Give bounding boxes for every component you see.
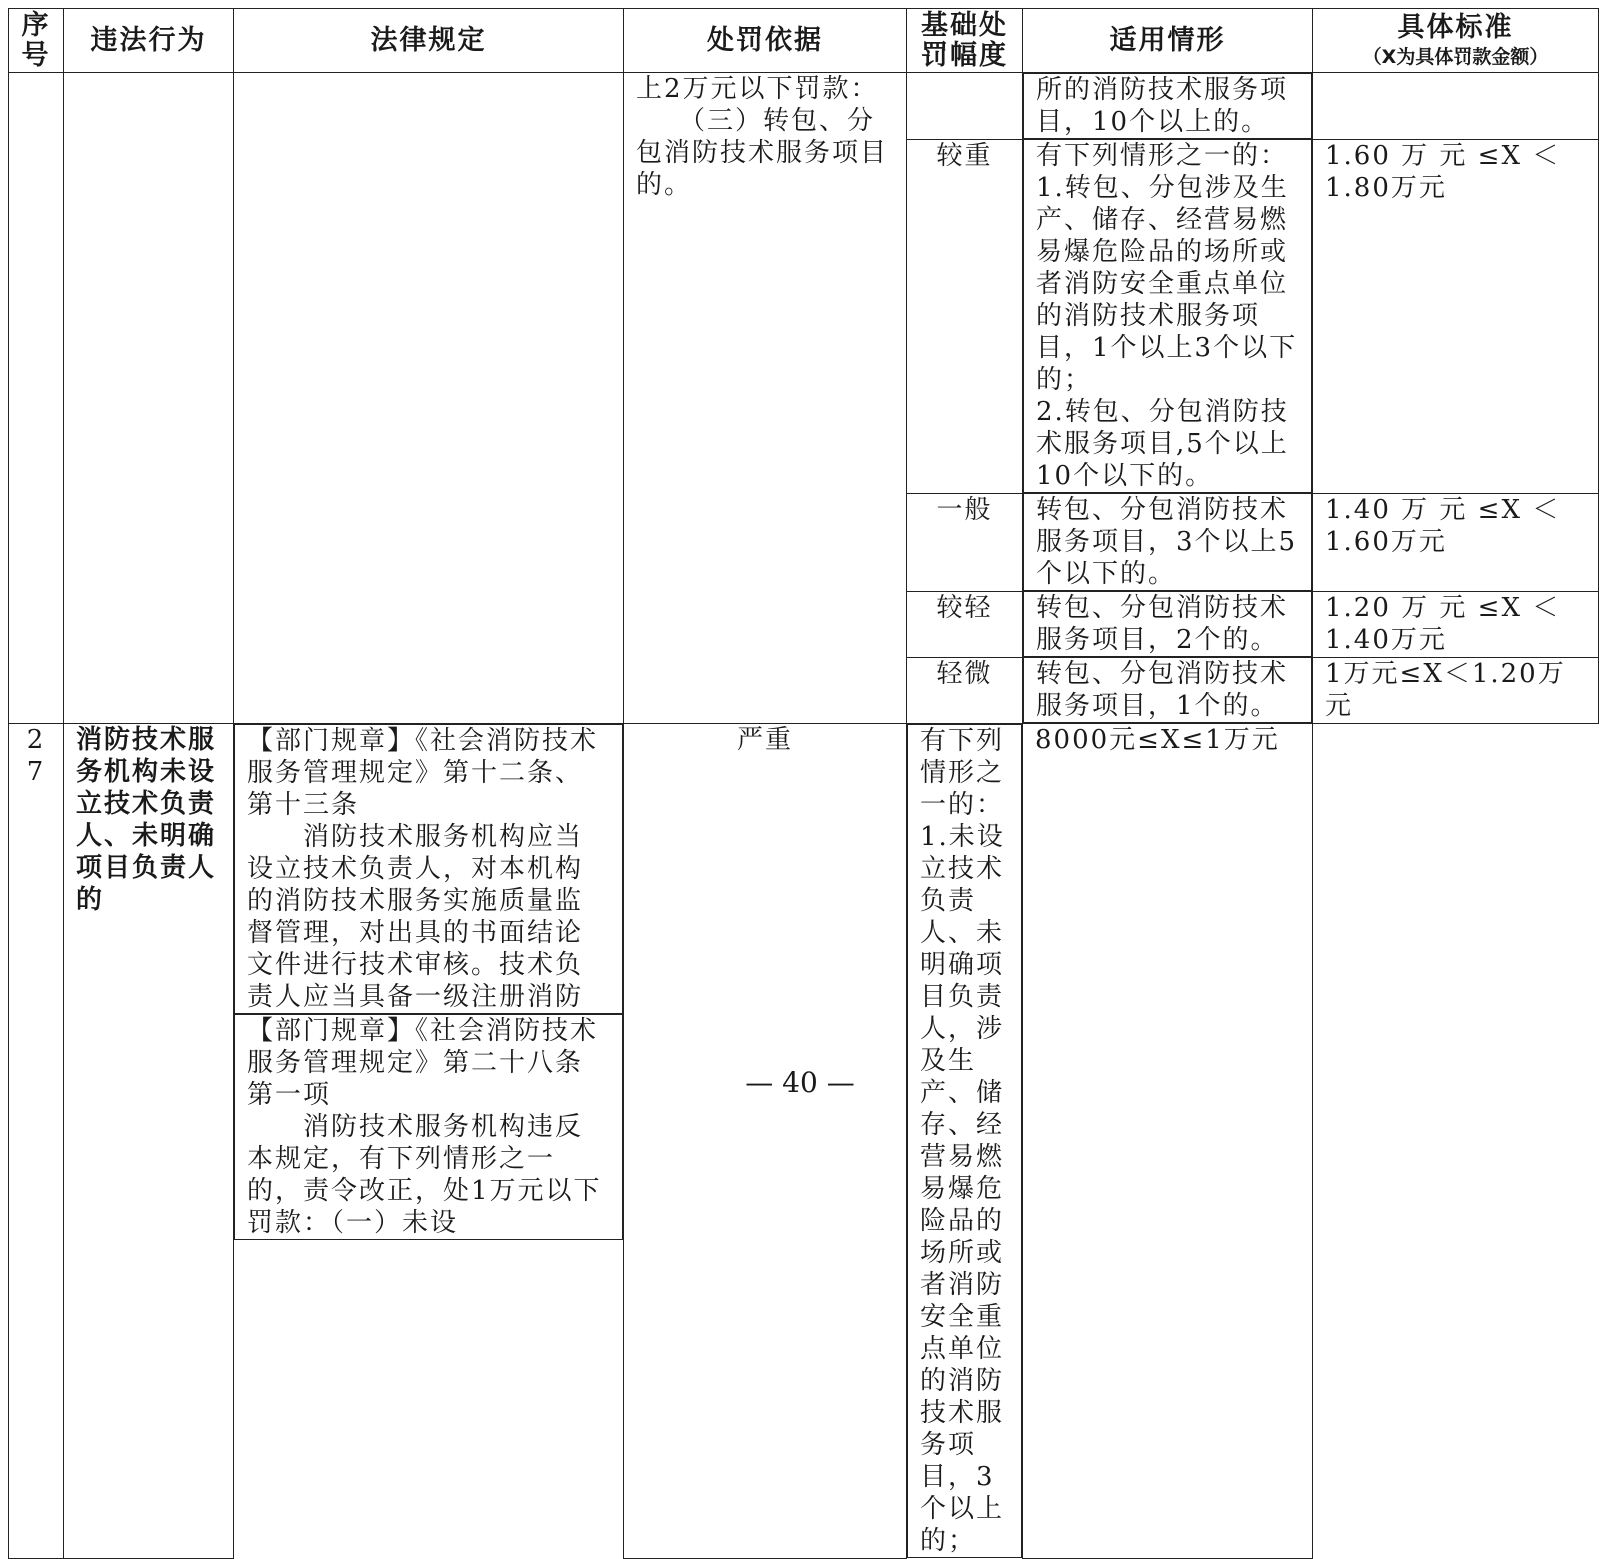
header-law: 法律规定	[234, 9, 624, 73]
page-number: — 40 —	[745, 1066, 855, 1099]
degree-cell: 一般	[907, 493, 1023, 591]
standard-cell: 1.20 万 元 ≤X ＜1.40万元	[1313, 591, 1599, 657]
table-row	[9, 73, 1599, 140]
situation-cell: 所的消防技术服务项目，10个以上的。	[1023, 73, 1312, 139]
basis-line: （三）转包、分包消防技术服务项目的。	[636, 106, 889, 200]
cont-law-cell	[234, 73, 624, 724]
header-degree: 基础处罚幅度	[907, 9, 1023, 73]
table-header-row	[9, 9, 1599, 73]
situation-cell: 转包、分包消防技术服务项目，1个的。	[1023, 657, 1312, 723]
basis-cell: 【部门规章】《社会消防技术服务管理规定》第二十八条第一项 消防技术服务机构违反本规定，有下列情形之一的，责令改正，处1万元以下罚款：（一）未设	[234, 1014, 623, 1240]
table-row-27	[9, 724, 1599, 1559]
header-basis: 处罚依据	[624, 9, 907, 73]
header-standard-note: （X为具体罚款金额）	[1362, 45, 1549, 68]
basis-line: 上2万元以下罚款：	[636, 74, 879, 104]
act-cell: 消防技术服务机构未设立技术负责人、未明确项目负责人的	[64, 724, 234, 1559]
header-standard-title: 具体标准	[1397, 11, 1514, 43]
degree-cell: 较重	[907, 139, 1023, 493]
header-standard	[1313, 9, 1599, 73]
degree-cell: 轻微	[907, 657, 1023, 724]
standard-cell: 1万元≤X＜1.20万元	[1313, 657, 1599, 724]
situation-cell: 有下列情形之一的： 1.转包、分包涉及生产、储存、经营易燃易爆危险品的场所或者消防安全重点单位的消防技术服务项目，1个以上3个以下的； 2.转包、分包消防技术服务项目,5个以上10个以下的。	[1023, 139, 1312, 493]
cont-seq-cell	[9, 73, 64, 724]
cont-act-cell	[64, 73, 234, 724]
situation-cell: 转包、分包消防技术服务项目，3个以上5个以下的。	[1023, 493, 1312, 591]
degree-cell	[907, 73, 1023, 140]
law-cell: 【部门规章】《社会消防技术服务管理规定》第十二条、第十三条 消防技术服务机构应当设立技术负责人，对本机构的消防技术服务实施质量监督管理，对出具的书面结论文件进行技术审核。技术负责人应当具备一级注册消防	[234, 724, 623, 1014]
standard-cell: 8000元≤X≤1万元	[1023, 724, 1313, 1559]
header-seq: 序号	[9, 9, 64, 73]
situation-cell: 有下列情形之一的： 1.未设立技术负责人、未明确项目负责人，涉及生产、储存、经营易燃易爆危险品的场所或者消防安全重点单位的消防技术服务项目，3个以上的；	[907, 724, 1022, 1558]
cont-basis-cell	[624, 73, 907, 724]
standard-cell: 1.40 万 元 ≤X ＜1.60万元	[1313, 493, 1599, 591]
standard-cell: 1.60 万 元 ≤X ＜1.80万元	[1313, 139, 1599, 493]
degree-cell: 严重	[624, 724, 907, 1559]
degree-cell: 较轻	[907, 591, 1023, 657]
header-act: 违法行为	[64, 9, 234, 73]
penalty-standard-table	[8, 8, 1599, 1559]
seq-cell: 27	[9, 724, 64, 1559]
situation-cell: 转包、分包消防技术服务项目，2个的。	[1023, 591, 1312, 657]
standard-cell	[1313, 73, 1599, 140]
header-situation: 适用情形	[1023, 9, 1313, 73]
